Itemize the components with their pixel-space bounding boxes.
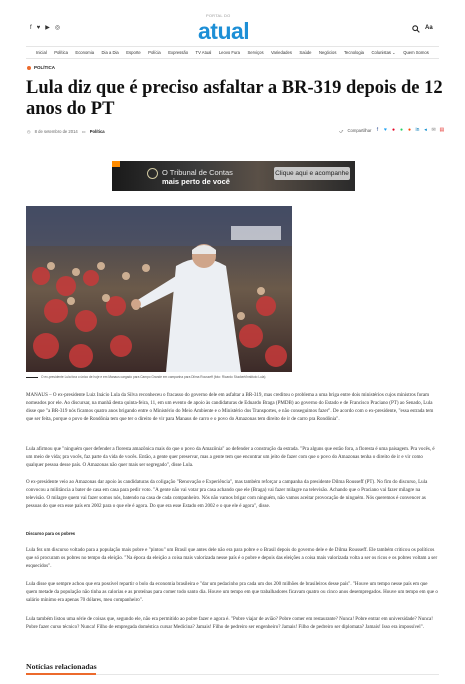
twitter-share-icon[interactable]: ♥ — [383, 127, 387, 133]
article-paragraph: Lula afirmou que "ninguém quer defender a floresta amazônica mais do que o povo da Amazônia" ao defender a construção da estrada. "Pra alguns que estão fora, a floresta é uma paisagem. Pra vocês, é um meio de vida; pra vocês, faz parte da vida de vocês. Então, a gente quer preservar, mas a gente tem que encontrar um jeito de fazer com que o povo do Amazonas tenha o direito de ir e vir como qualquer pessoa desse país. O Amazonas não quer mais ser segregado", disse Lula. — [26, 446, 435, 469]
nav-item[interactable]: Política — [54, 50, 68, 55]
main-nav — [26, 46, 439, 59]
nav-item[interactable]: Economia — [75, 50, 95, 55]
category-dot — [27, 66, 31, 70]
search-icon[interactable] — [412, 25, 420, 33]
logo-text: atual — [198, 18, 250, 44]
nav-item[interactable]: Negócios — [319, 50, 337, 55]
nav-item[interactable]: Esporte — [126, 50, 141, 55]
article-paragraph: Lula disse que sempre achou que era possível repartir o bolo da economia brasileira e "dar um pedacinho pra cada um dos 200 milhões de brasileiros desse país". "Houve um tempo nesse país em que quem metade da população não tinha as calorias e as proteínas para comer todo santo dia. Houve um tempo em que trabalhadores ficavam quatro ou cinco anos desempregados. Houve um tempo em que o salário mínimo era apenas 70 dólares, meu companheiro". — [26, 581, 438, 604]
article-subheading: Discurso para os pobres — [26, 531, 76, 536]
pinterest-share-icon[interactable]: ● — [391, 127, 395, 133]
reddit-share-icon[interactable]: ● — [407, 127, 411, 133]
category-badge[interactable] — [27, 65, 55, 70]
share-icon: ⤻ — [339, 128, 344, 133]
nav-item[interactable]: Leovo Fura — [218, 50, 241, 55]
ad-seal-icon — [147, 168, 158, 179]
article-photo — [26, 206, 292, 372]
nav-item[interactable]: Saúde — [299, 50, 312, 55]
font-size-button[interactable]: Aa — [425, 25, 433, 31]
linkedin-share-icon[interactable]: in — [415, 127, 420, 133]
category-label: POLÍTICA — [34, 65, 55, 70]
nav-item[interactable]: Inicial — [36, 50, 47, 55]
article-date: 8 de setembro de 2014 — [34, 129, 78, 134]
site-header — [0, 0, 465, 46]
telegram-share-icon[interactable]: ◂ — [424, 127, 427, 133]
social-links — [30, 24, 60, 32]
caption-rule — [26, 377, 38, 378]
nav-item[interactable]: Polícia — [148, 50, 161, 55]
ad-line1: O Tribunal de Contas — [162, 168, 233, 177]
article-meta — [27, 129, 105, 134]
email-share-icon[interactable]: ✉ — [431, 127, 436, 133]
print-share-icon[interactable]: ▤ — [439, 127, 445, 133]
nav-item[interactable]: Tecnologia — [343, 50, 364, 55]
site-logo[interactable] — [196, 13, 270, 43]
facebook-share-icon[interactable]: f — [376, 127, 379, 133]
photo-caption — [26, 375, 292, 379]
nav-item[interactable]: Colunistas ⌄ — [371, 50, 396, 55]
nav-item[interactable]: Quem Somos — [403, 50, 429, 55]
article-meta-category[interactable]: Política — [89, 129, 105, 134]
caption-text: O ex-presidente Lula fora o único de hoje e em Manaus cargado para Campo Grande em campanha para Dilma Rousseff (foto: Ricardo Stuckert/Instituto Lula) — [41, 375, 266, 379]
ad-cta-button[interactable]: Clique aqui e acompanhe — [274, 167, 350, 180]
nav-item[interactable]: Expressão — [168, 50, 189, 55]
instagram-icon[interactable]: ◎ — [54, 25, 61, 31]
crowd-photo-image — [26, 206, 292, 372]
nav-item[interactable]: Variedades — [271, 50, 292, 55]
ad-line2: mais perto de você — [162, 177, 230, 186]
related-news-title: Notícias relacionadas — [26, 662, 97, 671]
whatsapp-share-icon[interactable]: ● — [399, 127, 403, 133]
logo-small-text: PORTAL DO — [206, 13, 231, 18]
clock-icon: ◷ — [27, 129, 31, 134]
share-bar — [339, 128, 443, 133]
article-paragraph: Lula fez um discurso voltado para a população mais pobre e "pintou" um Brasil que antes dele não era para pobre e o Brasil depois do governo dele e de Dilma Rousseff. Ele também criticou os políticos que só procuram os pobres no tempo da eleição. "Na época da eleição a coisa mais valorizada nesse país é o pobre e depois das eleições a coisa mais valorizada volta a ser os ricos e os pobres voltam a ser esquecidos". — [26, 547, 438, 570]
nav-item[interactable]: TV Atual — [195, 50, 212, 55]
share-label: Compartilhar — [347, 128, 372, 133]
article-paragraph: O ex-presidente veio ao Amazonas dar apoio às candidaturas da coligação "Renovação e Experiência", mas também reforçar a campanha da presidente Dilma Rousseff (PT). No fim do discurso, Lula convocou a militância a bater de casa em casa para pedir voto. "A gente não vai votar pra casa achando que ele (Braga) vai fazer milagre na televisão. Achando que o Praciano vai fazer milagre na televisão. O milagre quem vai fazer somos nós, batendo na casa de cada companheiro. Nós não vamos brigar com ninguém, não vamos aceitar provocação de ninguém. Nós queremos é convencer as pessoas do que era esse país em 2002 para o que ele é agora. Do que era esse Estado em 2002 e o que ele é agora", disse. — [26, 479, 428, 510]
nav-item[interactable]: Dia a Dia — [101, 50, 119, 55]
ad-banner[interactable] — [112, 161, 355, 191]
facebook-icon[interactable]: f — [30, 25, 32, 31]
nav-item[interactable]: Serviços — [247, 50, 264, 55]
article-title: Lula diz que é preciso asfaltar a BR-319 depois de 12 anos do PT — [26, 78, 443, 119]
ad-badge-icon — [112, 161, 120, 167]
youtube-icon[interactable]: ▶ — [45, 25, 50, 31]
related-accent — [26, 673, 96, 675]
article-paragraph: MANAUS – O ex-presidente Luiz Inácio Lula da Silva reconheceu o fracasso do governo dele em asfaltar a BR-319, mas creditou o problema a uma briga entre dois ministérios cujos ministros foram nomeados por ele. Ao discursar, na manhã desta quinta-feira, 11, em um evento de apoio às candidaturas de Eduardo Braga (PMDB) ao governo do Estado e de Francisco Praciano (PT) ao Senado, Lula disse que "a BR-319 nós ficamos quatro anos brigando entre o Ministério do Meio Ambiente e o Ministério dos Transportes, e não conseguimos fazer". De acordo com o ex-presidente, "essa estrada tem que ser feita, porque o povo de Rondônia tem que ter o direito de vir para Manaus de carro e o povo do Amazonas tem direito de ir de carro pra Rondônia". — [26, 392, 434, 423]
twitter-icon[interactable]: ♥ — [36, 25, 41, 31]
article-paragraph: Lula também listou uma série de coisas que, segundo ele, não era permitido ao pobre fazer e agora é. "Pobre viajar de avião? Pobre comer em restaurante? Nunca! Pobre entrar em universidade? Nunca! Pobre fazer curso técnico? Nunca! Filho de empregada doméstica cursar Medicina? Jamais! Filho de pedreiro ser engenheiro? Jamais! Filho de pedreiro ser diplomata? Jamais! Isso era impossível". — [26, 616, 433, 631]
folder-icon: ▭ — [81, 129, 86, 134]
